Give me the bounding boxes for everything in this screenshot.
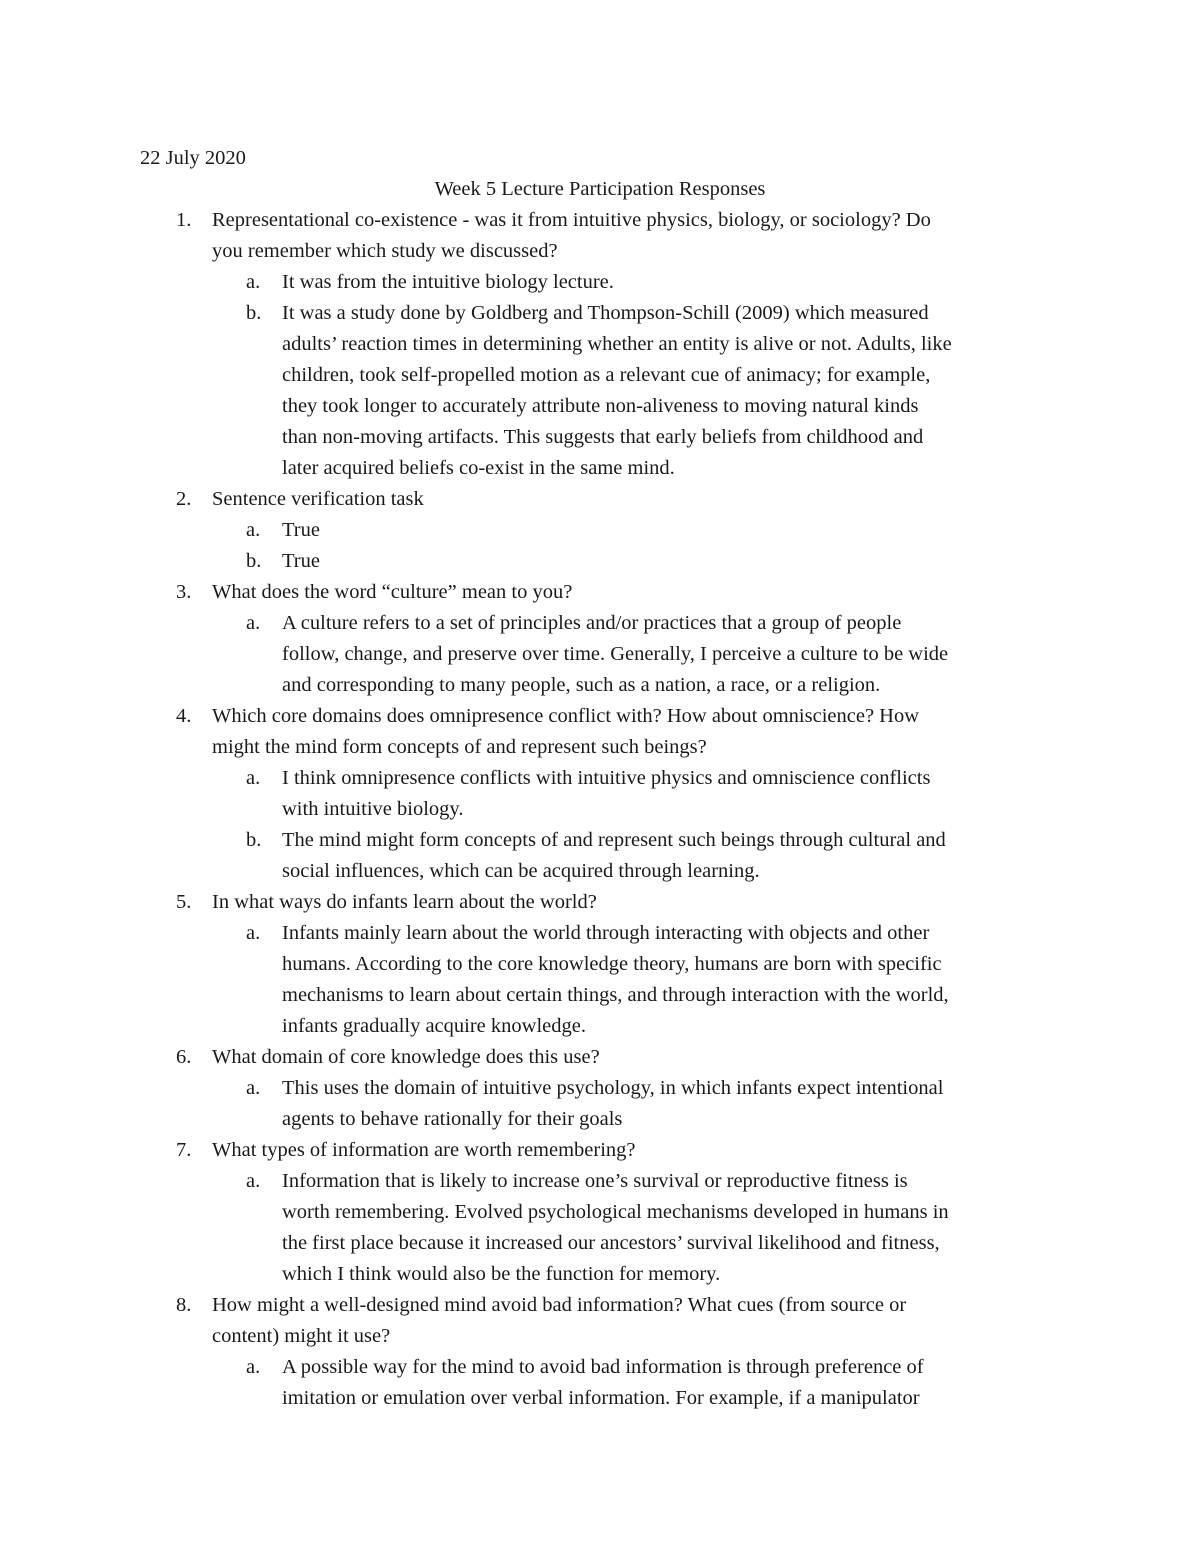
answer-text-line: This uses the domain of intuitive psychology, in which infants expect intentional [282, 1077, 944, 1099]
answer-text-line: It was a study done by Goldberg and Thompson-Schill (2009) which measured [282, 302, 929, 324]
answer-text-line: A culture refers to a set of principles and/or practices that a group of people [282, 612, 902, 634]
answer-text [282, 918, 1072, 1042]
answer-item [0, 515, 1200, 546]
question-number: 7. [176, 1139, 192, 1161]
answer-text [282, 515, 1072, 546]
question-list [0, 205, 1200, 1414]
answer-text-line: later acquired beliefs co-exist in the same mind. [282, 457, 675, 479]
question-number: 1. [176, 209, 192, 231]
answer-letter: a. [246, 922, 261, 944]
answer-text [282, 608, 1072, 701]
question-text-line: Sentence verification task [212, 488, 424, 510]
answer-text [282, 1166, 1072, 1290]
question-text-line: What domain of core knowledge does this use? [212, 1046, 600, 1068]
answer-text-line: agents to behave rationally for their goals [282, 1108, 623, 1130]
answer-text-line: social influences, which can be acquired through learning. [282, 860, 760, 882]
question-text-line: What does the word “culture” mean to you? [212, 581, 573, 603]
question-number: 3. [176, 581, 192, 603]
answer-text-line: humans. According to the core knowledge theory, humans are born with specific [282, 953, 942, 975]
answer-item [0, 298, 1200, 484]
answer-item [0, 1166, 1200, 1290]
answer-text-line: Information that is likely to increase one’s survival or reproductive fitness is [282, 1170, 908, 1192]
question-text-line: you remember which study we discussed? [212, 240, 558, 262]
answer-text-line: imitation or emulation over verbal information. For example, if a manipulator [282, 1387, 920, 1409]
answer-item [0, 763, 1200, 825]
question-item [0, 1135, 1200, 1166]
answer-letter: b. [246, 829, 262, 851]
question-item [0, 484, 1200, 515]
answer-text [282, 298, 1072, 484]
answer-text-line: True [282, 550, 320, 572]
answer-text-line: I think omnipresence conflicts with intuitive physics and omniscience conflicts [282, 767, 931, 789]
answer-text-line: True [282, 519, 320, 541]
answer-letter: a. [246, 612, 261, 634]
answer-text-line: It was from the intuitive biology lecture. [282, 271, 614, 293]
question-text [212, 1290, 1072, 1352]
answer-item [0, 1073, 1200, 1135]
answer-item [0, 918, 1200, 1042]
answer-item [0, 267, 1200, 298]
question-text-line: How might a well-designed mind avoid bad information? What cues (from source or [212, 1294, 907, 1316]
question-text-line: What types of information are worth remembering? [212, 1139, 636, 1161]
answer-letter: a. [246, 1356, 261, 1378]
question-text [212, 577, 1072, 608]
question-number: 2. [176, 488, 192, 510]
answer-text-line: with intuitive biology. [282, 798, 464, 820]
answer-item [0, 1352, 1200, 1414]
answer-letter: a. [246, 1170, 261, 1192]
question-text-line: Which core domains does omnipresence conflict with? How about omniscience? How [212, 705, 920, 727]
question-number: 6. [176, 1046, 192, 1068]
answer-text-line: Infants mainly learn about the world through interacting with objects and other [282, 922, 930, 944]
answer-text-line: children, took self-propelled motion as a relevant cue of animacy; for example, [282, 364, 931, 386]
question-item [0, 205, 1200, 267]
answer-text [282, 267, 1072, 298]
answer-text [282, 1352, 1072, 1414]
answer-letter: a. [246, 767, 261, 789]
answer-text [282, 1073, 1072, 1135]
document-date: 22 July 2020 [140, 147, 246, 169]
question-text [212, 1042, 1072, 1073]
answer-text-line: which I think would also be the function for memory. [282, 1263, 721, 1285]
question-item [0, 577, 1200, 608]
question-text [212, 484, 1072, 515]
answer-letter: b. [246, 550, 262, 572]
question-text [212, 205, 1072, 267]
answer-text-line: follow, change, and preserve over time. Generally, I perceive a culture to be wide [282, 643, 949, 665]
answer-text [282, 763, 1072, 825]
answer-text-line: The mind might form concepts of and represent such beings through cultural and [282, 829, 946, 851]
question-text [212, 1135, 1072, 1166]
answer-text [282, 825, 1072, 887]
question-text-line: In what ways do infants learn about the world? [212, 891, 597, 913]
answer-letter: a. [246, 519, 261, 541]
answer-letter: a. [246, 271, 261, 293]
answer-item [0, 608, 1200, 701]
question-item [0, 1290, 1200, 1352]
answer-text-line: worth remembering. Evolved psychological mechanisms developed in humans in [282, 1201, 949, 1223]
answer-text-line: and corresponding to many people, such as a nation, a race, or a religion. [282, 674, 881, 696]
answer-text-line: mechanisms to learn about certain things, and through interaction with the world, [282, 984, 949, 1006]
answer-text-line: adults’ reaction times in determining whether an entity is alive or not. Adults, like [282, 333, 952, 355]
answer-text-line: the first place because it increased our ancestors’ survival likelihood and fitness, [282, 1232, 940, 1254]
document-title: Week 5 Lecture Participation Responses [434, 178, 766, 200]
question-item [0, 701, 1200, 763]
answer-letter: a. [246, 1077, 261, 1099]
question-text [212, 701, 1072, 763]
answer-letter: b. [246, 302, 262, 324]
question-item [0, 1042, 1200, 1073]
question-text-line: Representational co-existence - was it from intuitive physics, biology, or sociology? Do [212, 209, 931, 231]
answer-item [0, 825, 1200, 887]
question-number: 4. [176, 705, 192, 727]
answer-text [282, 546, 1072, 577]
question-text-line: content) might it use? [212, 1325, 391, 1347]
question-text-line: might the mind form concepts of and represent such beings? [212, 736, 707, 758]
answer-text-line: they took longer to accurately attribute non-aliveness to moving natural kinds [282, 395, 919, 417]
question-number: 5. [176, 891, 192, 913]
question-text [212, 887, 1072, 918]
answer-text-line: infants gradually acquire knowledge. [282, 1015, 586, 1037]
answer-text-line: A possible way for the mind to avoid bad information is through preference of [282, 1356, 924, 1378]
question-item [0, 887, 1200, 918]
answer-item [0, 546, 1200, 577]
question-number: 8. [176, 1294, 192, 1316]
answer-text-line: than non-moving artifacts. This suggests that early beliefs from childhood and [282, 426, 924, 448]
